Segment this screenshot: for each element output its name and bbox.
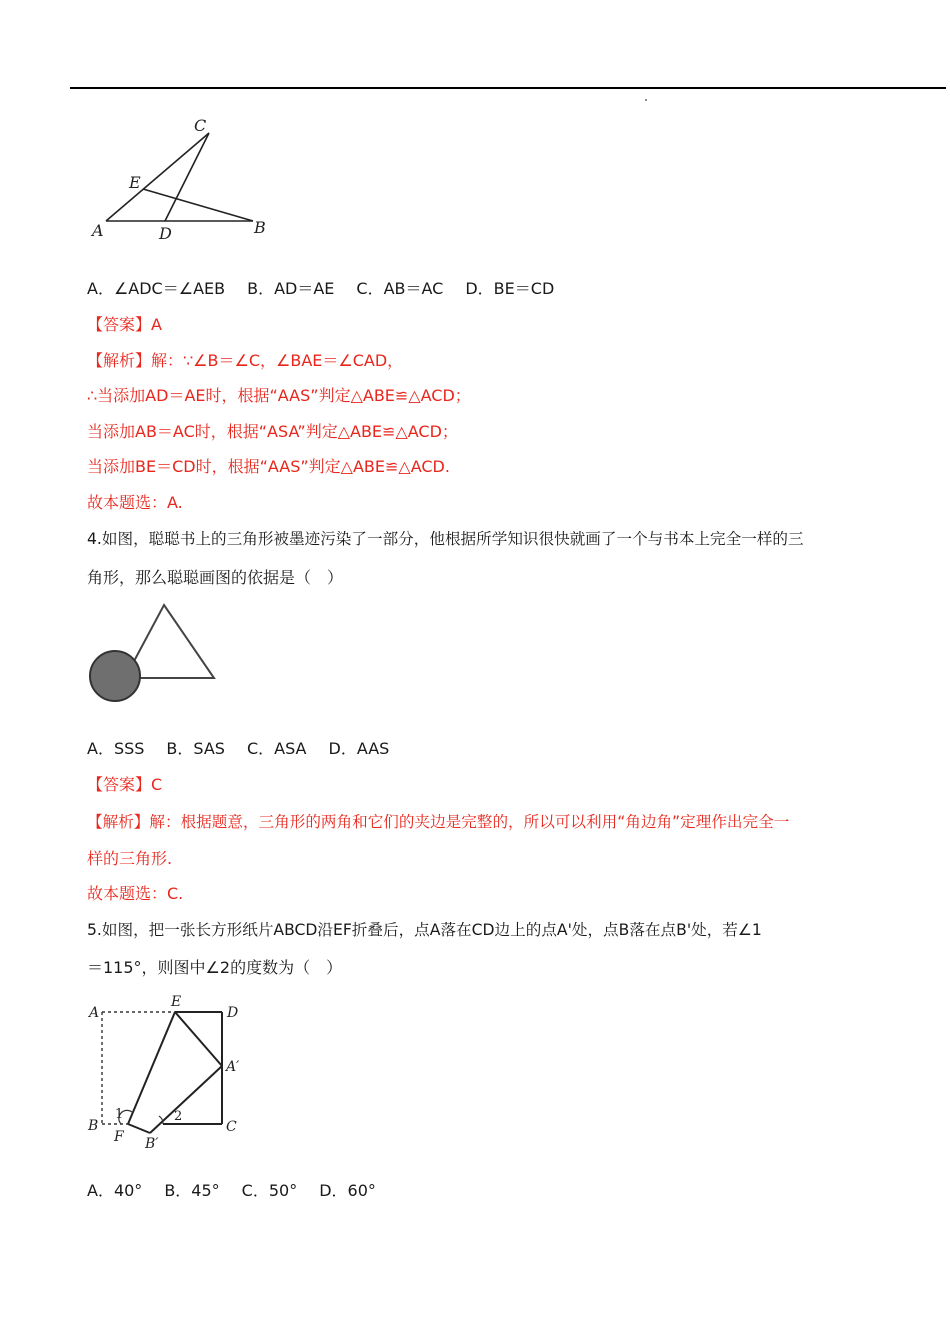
q4-option-a: A．SSS <box>87 739 145 758</box>
q3-analysis-line: 当添加AB＝AC时，根据“ASA”判定△ABE≌△ACD； <box>87 422 458 441</box>
label-a-prime: A′ <box>226 1059 240 1075</box>
label-b: B <box>88 1118 99 1134</box>
label-angle-1: 1 <box>115 1107 124 1122</box>
q5-options <box>87 1179 398 1203</box>
q4-analysis-line: 样的三角形. <box>87 849 173 868</box>
q5-option-d: D．60° <box>319 1181 376 1200</box>
q3-option-d: D．BE＝CD <box>465 279 555 298</box>
label-c: C <box>226 1119 237 1135</box>
q5-option-b: B．45° <box>164 1181 220 1200</box>
label-e: E <box>171 994 182 1010</box>
q5-stem-line: ＝115°，则图中∠2的度数为（ ） <box>87 958 343 977</box>
q4-inked-triangle-figure <box>85 598 220 708</box>
q4-options <box>87 737 411 761</box>
label-a: A <box>89 1005 100 1021</box>
q3-analysis-line: 当添加BE＝CD时，根据“AAS”判定△ABE≌△ACD. <box>87 457 450 476</box>
label-f: F <box>114 1129 124 1145</box>
q4-analysis-line: 故本题选：C. <box>87 884 184 903</box>
q3-option-c: C．AB＝AC <box>356 279 444 298</box>
q4-stem-line: 4.如图，聪聪书上的三角形被墨迹污染了一部分，他根据所学知识很快就画了一个与书本上完全一样的三 <box>87 530 804 548</box>
ink-blot <box>90 651 140 701</box>
label-c: C <box>194 116 207 135</box>
label-a: A <box>92 221 104 240</box>
q3-analysis-line: ∴当添加AD＝AE时，根据“AAS”判定△ABE≌△ACD； <box>87 386 471 405</box>
q3-option-b: B．AD＝AE <box>247 279 335 298</box>
q4-answer: 【答案】C <box>87 775 163 794</box>
q5-stem-line: 5.如图，把一张长方形纸片ABCD沿EF折叠后，点A落在CD边上的点A'处，点B落在点B'处，若∠1 <box>87 921 762 939</box>
q3-analysis-line: 【解析】解：∵∠B＝∠C，∠BAE＝∠CAD， <box>87 351 404 370</box>
label-d: D <box>159 224 172 243</box>
q4-option-d: D．AAS <box>328 739 390 758</box>
label-e: E <box>129 173 141 192</box>
q5-option-a: A．40° <box>87 1181 143 1200</box>
label-d: D <box>227 1005 239 1021</box>
q4-option-b: B．SAS <box>166 739 225 758</box>
q3-answer: 【答案】A <box>87 315 162 334</box>
q3-analysis-line: 故本题选：A. <box>87 493 183 512</box>
q3-options <box>87 277 576 301</box>
q4-analysis-line: 【解析】解：根据题意，三角形的两角和它们的夹边是完整的，所以可以利用“角边角”定理作出完全一 <box>87 813 790 831</box>
header-dot <box>645 99 647 101</box>
label-angle-2: 2 <box>174 1109 183 1124</box>
label-b: B <box>254 218 266 237</box>
q4-stem-line: 角形，那么聪聪画图的依据是（ ） <box>87 568 344 587</box>
label-b-prime: B′ <box>145 1136 159 1152</box>
q5-option-c: C．50° <box>241 1181 298 1200</box>
q5-folded-rectangle-figure <box>85 992 250 1152</box>
q3-triangle-figure <box>87 112 277 244</box>
header-rule <box>70 87 946 89</box>
q3-option-a: A．∠ADC＝∠AEB <box>87 279 226 298</box>
q4-option-c: C．ASA <box>246 739 307 758</box>
